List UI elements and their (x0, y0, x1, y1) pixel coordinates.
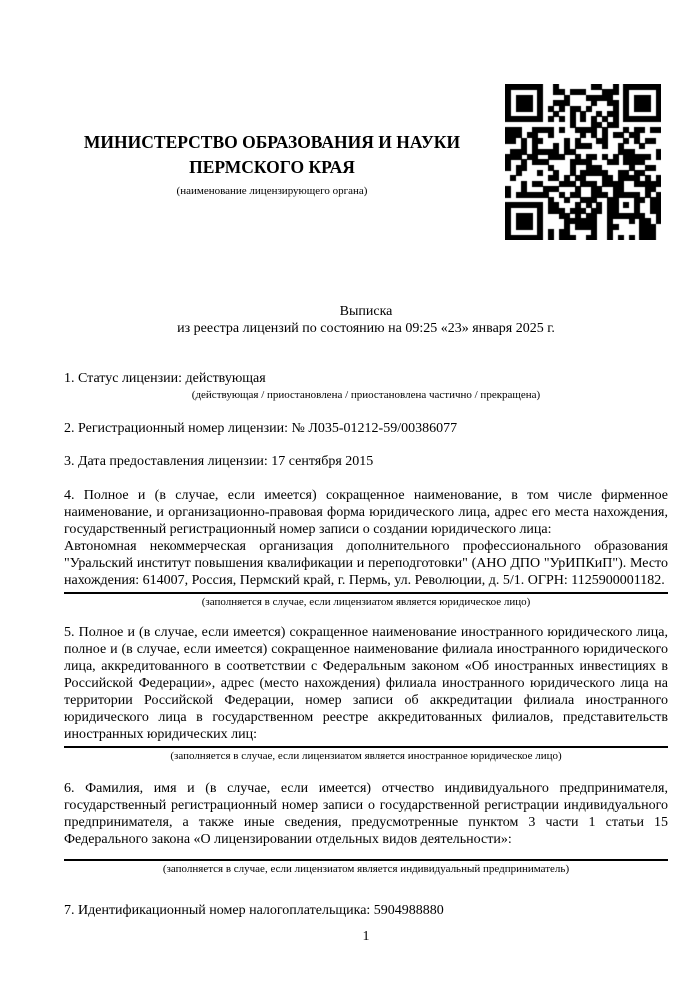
item-1-status-options-note: (действующая / приостановлена / приостановлена частично / прекращена) (191, 389, 541, 401)
item-5-foreign-entity-label: 5. Полное и (в случае, если имеется) сокращенное наименование иностранного юридического лица, полное и (в случае, если имеется) сокращенное наименование филиала иностранного юридического лица, аккредитованного в соответствии с Федеральным законом «Об иностранных инвестициях в Российской Федерации», адрес (место нахождения) филиала иностранного юридического лица на территории Российской Федерации, номер записи об аккредитации филиала иностранного юридического лица в государственном реестре аккредитованных филиалов, представительств иностранных юридических лиц: (64, 625, 668, 742)
document-title-line-2: из реестра лицензий по состоянию на 09:25 «23» января 2025 г. (177, 321, 555, 336)
licensing-authority-block (52, 130, 492, 198)
licensing-authority-caption: (наименование лицензирующего органа) (176, 185, 368, 197)
fill-in-line-legal-entity (64, 592, 668, 594)
fill-in-line-individual-entrepreneur (64, 859, 668, 861)
item-6-individual-entrepreneur-label: 6. Фамилия, имя и (в случае, если имеется) отчество индивидуального предпринимателя, государственный регистрационный номер записи о государственной регистрации индивидуального предпринимателя, а также иные сведения, предусмотренные пунктом 3 части 1 статьи 15 Федерального закона «О лицензировании отдельных видов деятельности»: (64, 781, 668, 847)
licensing-authority-name (52, 130, 492, 180)
item-5-foreign-entity-note: (заполняется в случае, если лицензиатом является иностранное юридическое лицо) (170, 750, 562, 762)
item-4-legal-entity-label: 4. Полное и (в случае, если имеется) сокращенное наименование, в том числе фирменное наименование, и организационно-правовая форма юридического лица, адрес его места нахождения, государственный регистрационный номер записи о создании юридического лица: (64, 488, 668, 537)
page-number: 1 (362, 929, 370, 944)
item-4-legal-entity-note: (заполняется в случае, если лицензиатом является юридическое лицо) (201, 596, 531, 608)
item-2-registration-number: 2. Регистрационный номер лицензии: № Л035-01212-59/00386077 (64, 421, 458, 436)
ministry-line-1: МИНИСТЕРСТВО ОБРАЗОВАНИЯ И НАУКИ (83, 132, 461, 152)
qr-code-icon (505, 84, 661, 240)
item-7-taxpayer-id: 7. Идентификационный номер налогоплательщика: 5904988880 (64, 903, 444, 918)
item-3-grant-date: 3. Дата предоставления лицензии: 17 сентября 2015 (64, 454, 374, 469)
fill-in-line-foreign-entity (64, 746, 668, 748)
document-body (64, 303, 668, 919)
document-title (64, 303, 668, 337)
item-4-legal-entity-value: Автономная некоммерческая организация дополнительного профессионального образования "Уральский институт повышения квалификации и переподготовки" (АНО ДПО "УрИПКиП"). Место нахождения: 614007, Россия, Пермский край, г. Пермь, ул. Революции, д. 5/1. ОГРН: 1125900001182. (64, 539, 668, 588)
ministry-line-2: ПЕРМСКОГО КРАЯ (189, 157, 355, 177)
document-title-line-1: Выписка (339, 304, 393, 319)
item-1-license-status: 1. Статус лицензии: действующая (64, 371, 266, 386)
item-6-individual-entrepreneur-note: (заполняется в случае, если лицензиатом является индивидуальный предприниматель) (162, 863, 570, 875)
